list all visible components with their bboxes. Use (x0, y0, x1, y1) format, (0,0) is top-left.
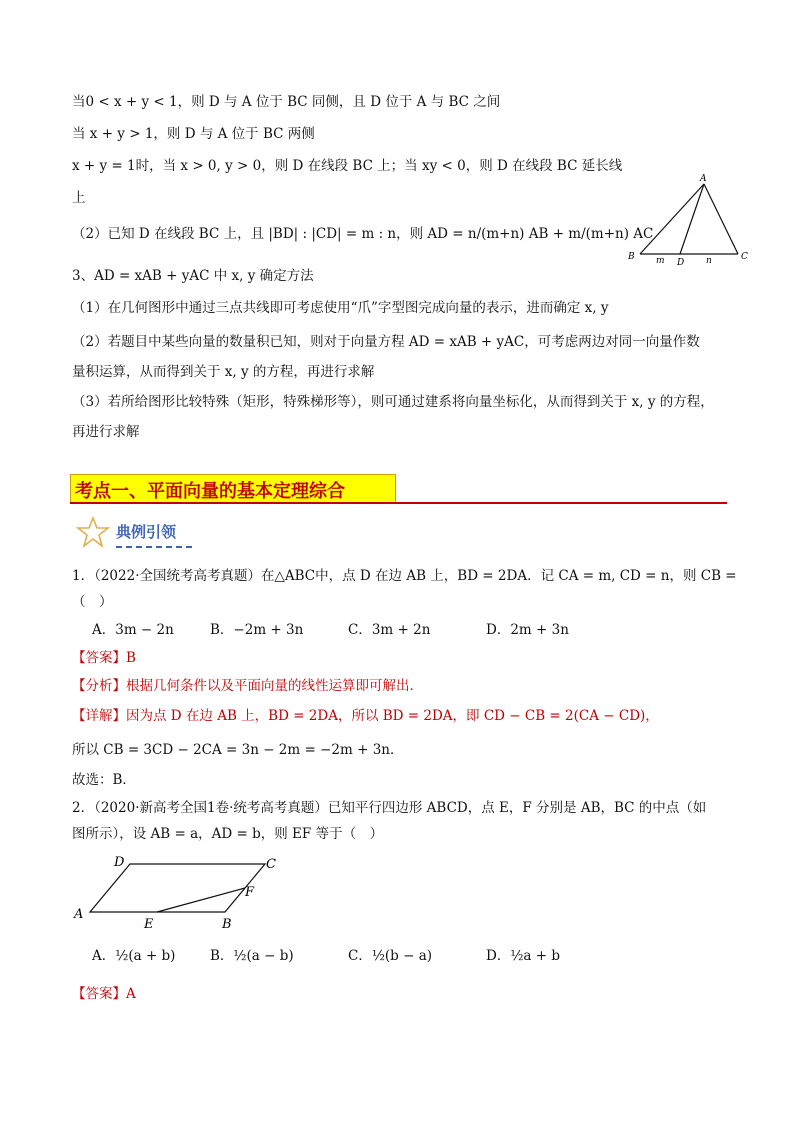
q1-stem: 1．（2022·全国统考高考真题）在△ABC中，点 D 在边 AB 上，BD = 2DA．记 CA = m, CD = n，则 CB = (72, 568, 737, 584)
para-label-d: D (114, 855, 125, 870)
q1-analysis (72, 676, 423, 696)
triangle-label-a: A (700, 174, 707, 184)
para-label-e: E (144, 917, 154, 932)
triangle-label-c: C (741, 252, 748, 262)
q1-option-a: A．3m − 2n (92, 622, 174, 638)
q1-option-c: C．3m + 2n (348, 622, 431, 638)
star-icon (76, 516, 110, 548)
triangle-label-d: D (677, 258, 685, 268)
q1-answer: 【答案】B (72, 650, 136, 666)
para-label-c: C (266, 857, 276, 872)
triangle-label-m: m (656, 256, 665, 266)
text-line-10: （3）若所给图形比较特殊（矩形，特殊梯形等），则可通过建系将向量坐标化，从而得到关于 x, y 的方程， (72, 394, 714, 410)
text-line-7: （1）在几何图形中通过三点共线即可考虑使用“爪”字型图完成向量的表示，进而确定 x, y (72, 300, 609, 316)
para-label-f: F (245, 885, 255, 900)
q1-option-b: B．−2m + 3n (210, 622, 304, 638)
section-title-rule (70, 502, 727, 504)
q2-option-b: B．½(a − b) (210, 948, 294, 964)
q1-analysis-text: 【分析】根据几何条件以及平面向量的线性运算即可解出． (72, 678, 423, 694)
example-label: 典例引领 (116, 523, 177, 541)
q2-answer: 【答案】A (72, 986, 136, 1002)
text-line-4: 上 (72, 190, 86, 206)
q2-option-c: C．½(b − a) (348, 948, 433, 964)
q1-choice: 故选：B． (72, 772, 136, 788)
para-label-b: B (222, 917, 232, 932)
q1-detail-2: 所以 CB = 3CD − 2CA = 3n − 2m = −2m + 3n． (72, 742, 404, 758)
text-line-3: x + y = 1时，当 x > 0, y > 0，则 D 在线段 BC 上；当 xy < 0，则 D 在线段 BC 延长线 (72, 158, 623, 174)
q1-paren: （ ） (72, 594, 113, 610)
q2-stem-2: 图所示），设 AB = a，AD = b，则 EF 等于（ ） (72, 826, 384, 842)
text-line-11: 再进行求解 (72, 424, 140, 440)
text-line-5: （2）已知 D 在线段 BC 上，且 |BD| : |CD| = m : n，则 AD = n/(m+n) AB + m/(m+n) AC (72, 226, 654, 242)
text-line-1: 当0 < x + y < 1，则 D 与 A 位于 BC 同侧，且 D 位于 A 与 BC 之间 (72, 94, 501, 110)
example-underline (116, 546, 192, 548)
section-title: 考点一、平面向量的基本定理综合 (75, 481, 345, 502)
text-line-9: 量积运算，从而得到关于 x, y 的方程，再进行求解 (72, 364, 375, 380)
parallelogram-figure (70, 852, 290, 932)
q1-detail (72, 706, 659, 726)
triangle-label-b: B (628, 252, 635, 262)
q2-option-a: A．½(a + b) (92, 948, 176, 964)
q1-detail-text: 【详解】因为点 D 在边 AB 上，BD = 2DA，所以 BD = 2DA，即 CD − CB = 2(CA − CD)， (72, 708, 659, 724)
q2-stem: 2．（2020·新高考全国1卷·统考高考真题）已知平行四边形 ABCD，点 E，F 分别是 AB，BC 的中点（如 (72, 800, 707, 816)
triangle-figure (622, 170, 754, 270)
triangle-label-n: n (706, 256, 712, 266)
text-line-8: （2）若题目中某些向量的数量积已知，则对于向量方程 AD = xAB + yAC，可考虑两边对同一向量作数 (72, 334, 700, 350)
section-title-box (70, 474, 396, 504)
q1-option-d: D．2m + 3n (486, 622, 569, 638)
text-line-2: 当 x + y > 1，则 D 与 A 位于 BC 两侧 (72, 126, 315, 142)
para-label-a: A (74, 907, 84, 922)
q2-option-d: D．½a + b (486, 948, 560, 964)
text-line-6: 3、AD = xAB + yAC 中 x, y 确定方法 (72, 268, 314, 284)
